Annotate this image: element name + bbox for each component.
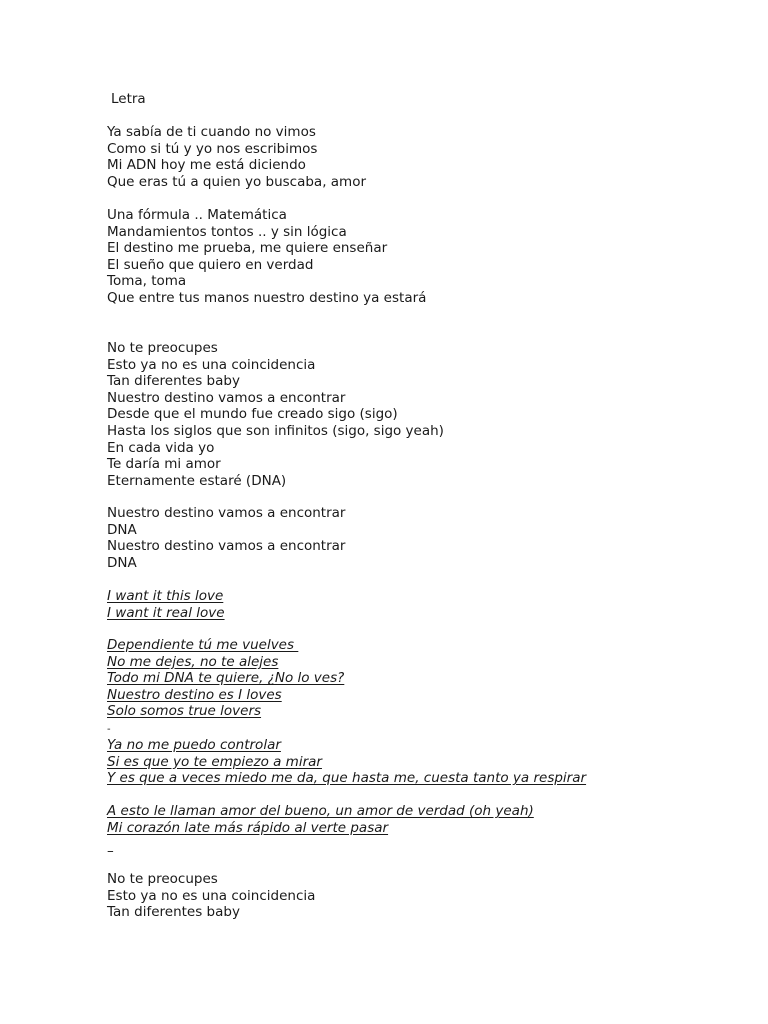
stanza-3 [107, 340, 444, 489]
lyric-line: Todo mi DNA te quiere, ¿No lo ves? [107, 670, 345, 687]
lyric-line: Que entre tus manos nuestro destino ya estará [107, 289, 427, 306]
stanza-8 [107, 803, 534, 836]
lyric-line: Nuestro destino vamos a encontrar [107, 389, 346, 406]
lyrics-title: Letra [111, 91, 146, 107]
lyric-line: I want it this love [107, 588, 224, 604]
lyric-line: Mandamientos tontos .. y sin lógica [107, 223, 347, 240]
lyric-line: Como si tú y yo nos escribimos [107, 140, 318, 157]
lyric-line: Tan diferentes baby [107, 904, 240, 921]
lyric-line: Una fórmula .. Matemática [107, 207, 287, 223]
stanza-4 [107, 505, 345, 571]
separator-dash: - [107, 724, 111, 735]
lyric-line: Ya sabía de ti cuando no vimos [107, 124, 316, 140]
lyric-line: El destino me prueba, me quiere enseñar [107, 240, 388, 257]
stanza-2 [107, 207, 426, 307]
lyric-line: Nuestro destino es I loves [107, 686, 282, 703]
lyric-line: DNA [107, 554, 137, 571]
stanza-9 [107, 871, 315, 921]
lyric-line: En cada vida yo [107, 439, 215, 456]
lyric-line: Toma, toma [107, 273, 187, 290]
lyric-line: Ya no me puedo controlar [107, 737, 281, 753]
lyric-line: Si es que yo te empiezo a mirar [107, 753, 322, 770]
lyric-line: A esto le llaman amor del bueno, un amor de verdad (oh yeah) [107, 803, 534, 819]
stanza-1 [107, 124, 366, 190]
lyric-line: Que eras tú a quien yo buscaba, amor [107, 173, 367, 190]
stanza-6 [107, 637, 344, 720]
lyric-line: Tan diferentes baby [107, 373, 240, 390]
lyric-line: Nuestro destino vamos a encontrar [107, 505, 346, 521]
lyric-line: Eternamente estaré (DNA) [107, 472, 287, 489]
stanza-5 [107, 588, 225, 621]
lyric-line: Esto ya no es una coincidencia [107, 887, 316, 904]
lyric-line: Dependiente tú me vuelves [107, 637, 299, 653]
lyric-line: Y es que a veces miedo me da, que hasta me, cuesta tanto ya respirar [107, 770, 587, 787]
lyric-line: El sueño que quiero en verdad [107, 256, 314, 273]
lyric-line: No te preocupes [107, 871, 218, 887]
stanza-7 [107, 737, 586, 787]
lyric-line: Te daría mi amor [107, 456, 221, 473]
lyric-line: Nuestro destino vamos a encontrar [107, 538, 346, 555]
lyric-line: Desde que el mundo fue creado sigo (sigo) [107, 406, 398, 423]
lyric-line: Esto ya no es una coincidencia [107, 356, 316, 373]
lyric-line: Hasta los siglos que son infinitos (sigo, sigo yeah) [107, 422, 444, 439]
lyric-line: I want it real love [107, 604, 225, 621]
lyric-line: DNA [107, 521, 137, 538]
lyric-line: No me dejes, no te alejes [107, 653, 279, 670]
separator-dash: – [107, 843, 114, 859]
lyric-line: Mi ADN hoy me está diciendo [107, 157, 306, 174]
lyric-line: No te preocupes [107, 340, 218, 356]
lyric-line: Mi corazón late más rápido al verte pasar [107, 819, 389, 836]
lyric-line: Solo somos true lovers [107, 703, 262, 720]
